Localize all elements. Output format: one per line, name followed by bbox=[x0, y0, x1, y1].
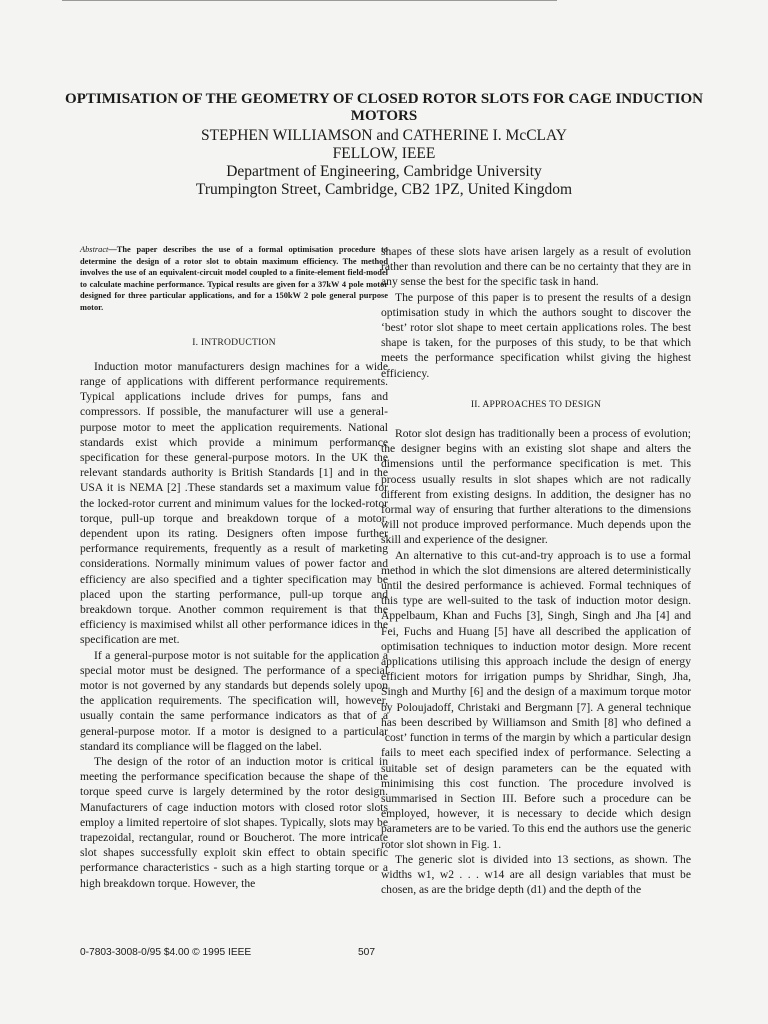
abstract-label: Abstract bbox=[80, 245, 109, 254]
section-heading-introduction: I. INTRODUCTION bbox=[192, 336, 276, 348]
approaches-paragraph-1: Rotor slot design has traditionally been a process of evolution; the designer begins with an existing slot shape and alters the dimensions until the performance specification is met. This process usually results in slot shapes which are not radically different from existing designs. In addition, the designer has no formal way of ensuring that further alterations to the dimensions will not produce improved performance. Much depends upon the skill and experience of the designer. bbox=[381, 427, 691, 547]
page-number: 507 bbox=[358, 947, 375, 958]
affiliation-line-1: Department of Engineering, Cambridge University bbox=[226, 163, 542, 180]
intro-paragraph-3: The design of the rotor of an induction motor is critical in meeting the performance specification because the shape of the torque speed curve is largely determined by the rotor design. Manufacturers of cage induction motors with closed rotor slots employ a limited repertoire of slot shapes. Typically, slots may be trapezoidal, rectangular, round or Boucherot. The more intricate slot shapes successfully exploit skin effect to obtain specific performance characteristics - such as a high starting torque or a high breakdown torque. However, the bbox=[80, 755, 388, 890]
section-heading-approaches: II. APPROACHES TO DESIGN bbox=[470, 398, 602, 410]
approaches-paragraph-3: The generic slot is divided into 13 sections, as shown. The widths w1, w2 . . . w14 are all design variables that must be chosen, as are the bridge depth (d1) and the depth of the bbox=[381, 852, 691, 897]
top-rule bbox=[62, 0, 557, 1]
intro-paragraph-2: If a general-purpose motor is not suitable for the application a special motor must be designed. The performance of a special motor is not governed by any standards but depends solely upon the application requirements. The specification will, however, usually contain the same performance indicators as that of a general-purpose motor. If a motor is designed to a particular standard its compliance will be flagged on the label. bbox=[80, 648, 388, 753]
copyright-line: 0-7803-3008-0/95 $4.00 © 1995 IEEE bbox=[80, 947, 252, 958]
right-paragraph-continuation: shapes of these slots have arisen largely as a result of evolution rather than revolution and there can be no certainty that they are in any sense the best for the specific task in hand. bbox=[381, 245, 691, 289]
approaches-paragraph-2: An alternative to this cut-and-try approach is to use a formal method in which the slot dimensions are altered deterministically until the desired performance is achieved. Formal techniques of this type are well-suited to the task of induction motor design. Appelbaum, Khan and Fuchs [3], Singh, Singh and Jha [4] and Fei, Fuchs and Huang [5] have all described the application of optimisation techniques to induction motor design. More recent applications utilising this approach include the design of energy efficient motors for irrigation pumps by Shridhar, Singh, Jha, Singh and Murthy [6] and the design of a maximum torque motor by Poloujadoff, Christaki and Bergmann [7]. A general technique has been described by Williamson and Smith [8] who defined a ‘cost’ function in terms of the margin by which a particular design fails to meet each specified index of performance. Selecting a suitable set of design parameters can be the equated with minimising this cost function. The procedure involved is summarised in Section III. Before such a procedure can be employed, however, it is necessary to decide which design parameters are to be varied. To this end the authors use the generic rotor slot shown in Fig. 1. bbox=[381, 548, 691, 851]
right-column bbox=[381, 244, 691, 897]
author-names: STEPHEN WILLIAMSON and CATHERINE I. McCLAY bbox=[201, 127, 567, 144]
left-column bbox=[80, 244, 388, 891]
right-paragraph-purpose: The purpose of this paper is to present the results of a design optimisation study in which the authors sought to discover the ‘best’ rotor slot shape to meet certain applications roles. The best shape is taken, for the purposes of this study, to be that which meets the performance specification whilst giving the highest efficiency. bbox=[381, 290, 691, 380]
paper-title: OPTIMISATION OF THE GEOMETRY OF CLOSED ROTOR SLOTS FOR CAGE INDUCTION MOTORS bbox=[65, 91, 703, 124]
intro-paragraph-1: Induction motor manufacturers design machines for a wide range of applications with different performance requirements. Typical applications include drives for pumps, fans and compressors. If possible, the manufacturer will use a general-purpose motor to meet the application requirements. National standards exist which provide a minimum performance specification for these general-purpose motors. In the UK the relevant standards authority is British Standards [1] and in the USA it is NEMA [2] .These standards set a maximum value for the locked-rotor current and minimum values for the locked-rotor torque, pull-up torque and breakdown torque of a motor, dependent upon its rating. Designers often impose further performance requirements, frequently as a result of marketing considerations. Normally minimum values of power factor and efficiency are also specified and a tighter specification may be placed upon the starting performance, pull-up torque and breakdown torque. Another common requirement is that the efficiency is maximised whilst all other performance idices in the specification are met. bbox=[80, 359, 388, 647]
author-block bbox=[60, 127, 708, 199]
abstract bbox=[80, 244, 388, 314]
affiliation-line-2: Trumpington Street, Cambridge, CB2 1PZ, United Kingdom bbox=[195, 181, 573, 198]
author-grade: FELLOW, IEEE bbox=[332, 145, 436, 162]
abstract-text: —The paper describes the use of a formal optimisation procedure to determine the design of a rotor slot to obtain maximum efficiency. The method involves the use of an equivalent-circuit model coupled to a finite-element field-model to calculate machine performance. Typical results are given for a 37kW 4 pole motor designed for three particular applications, and for a 150kW 2 pole general purpose motor. bbox=[80, 245, 388, 312]
